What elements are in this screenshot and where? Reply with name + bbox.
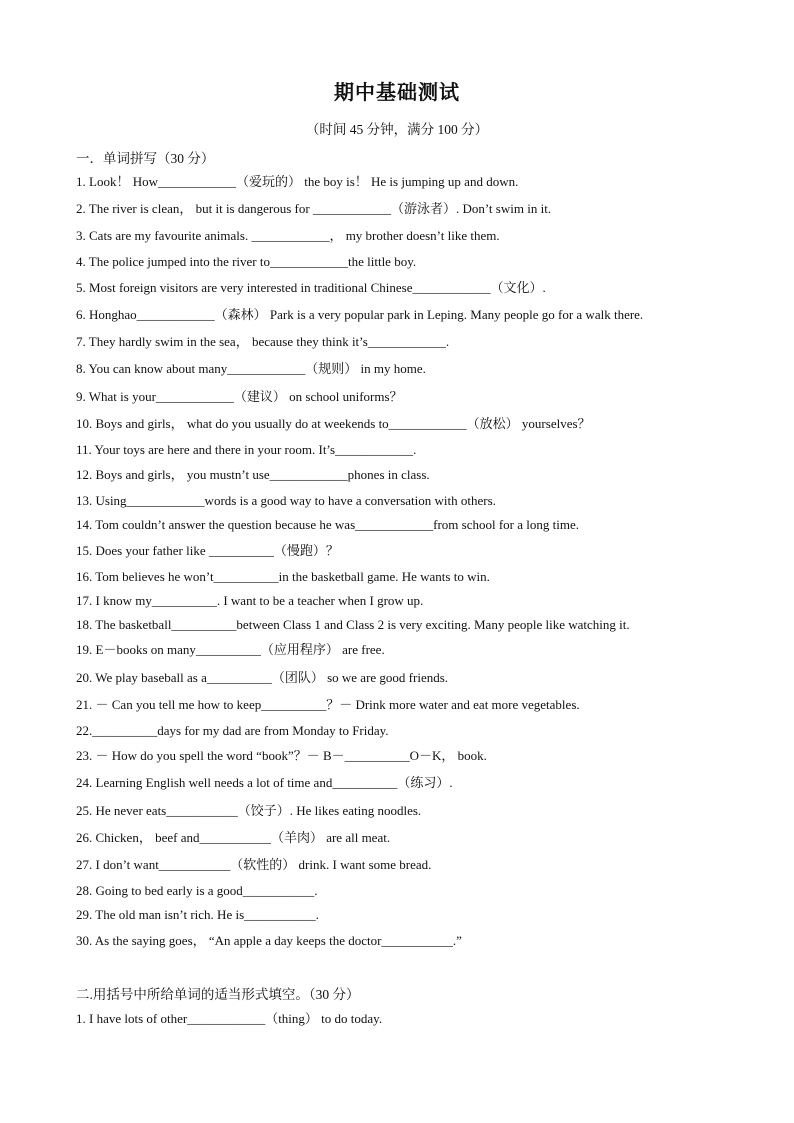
question-line: 13. Using____________words is a good way to have a conversation with others.: [76, 493, 496, 508]
section-heading-spelling: 一．单词拼写（30 分）: [76, 151, 215, 166]
question-line: 12. Boys and girls， you mustn’t use____________phones in class.: [76, 467, 430, 482]
question-line: 21. － Can you tell me how to keep__________？－ Drink more water and eat more vegetables.: [76, 697, 580, 712]
question-line: 11. Your toys are here and there in your room. It’s____________.: [76, 442, 417, 457]
question-line: 4. The police jumped into the river to____________the little boy.: [76, 254, 417, 269]
question-line: 6. Honghao____________（森林） Park is a very popular park in Leping. Many people go for a walk there.: [76, 307, 644, 322]
question-line: 15. Does your father like __________（慢跑）？: [76, 543, 339, 558]
page-title: 期中基础测试: [334, 80, 460, 104]
question-line: 29. The old man isn’t rich. He is___________.: [76, 907, 319, 922]
question-line: 10. Boys and girls， what do you usually do at weekends to____________（放松） yourselves？: [76, 416, 591, 431]
question-line: 28. Going to bed early is a good___________.: [76, 883, 318, 898]
question-line: 17. I know my__________. I want to be a teacher when I grow up.: [76, 593, 424, 608]
question-line: 19. E－books on many__________（应用程序） are free.: [76, 642, 385, 657]
question-line: 22.__________days for my dad are from Monday to Friday.: [76, 723, 389, 738]
question-line: 27. I don’t want___________（软性的） drink. I want some bread.: [76, 857, 432, 872]
question-line: 18. The basketball__________between Class 1 and Class 2 is very exciting. Many people like watching it.: [76, 617, 630, 632]
question-line: 8. You can know about many____________（规则） in my home.: [76, 361, 426, 376]
question-line: 24. Learning English well needs a lot of time and__________（练习）.: [76, 775, 453, 790]
question-line: 1. Look！ How____________（爱玩的） the boy is！ He is jumping up and down.: [76, 174, 519, 189]
question-line: 20. We play baseball as a__________（团队） so we are good friends.: [76, 670, 449, 685]
question-line: 16. Tom believes he won’t__________in the basketball game. He wants to win.: [76, 569, 490, 584]
question-line: 26. Chicken， beef and___________（羊肉） are all meat.: [76, 830, 391, 845]
question-line: 9. What is your____________（建议） on school uniforms？: [76, 389, 403, 404]
question-line: 23. － How do you spell the word “book”？－ B－__________O－K， book.: [76, 748, 487, 763]
page-subtitle: （时间 45 分钟，满分 100 分）: [305, 122, 489, 137]
section-heading-word-forms: 二.用括号中所给单词的适当形式填空。（30 分）: [76, 987, 360, 1002]
question-line: 7. They hardly swim in the sea， because they think it’s____________.: [76, 334, 450, 349]
question-line: 3. Cats are my favourite animals. ____________， my brother doesn’t like them.: [76, 228, 500, 243]
question-line: 5. Most foreign visitors are very interested in traditional Chinese____________（文化）.: [76, 280, 546, 295]
question-line: 14. Tom couldn’t answer the question because he was____________from school for a long time.: [76, 517, 579, 532]
question-line: 25. He never eats___________（饺子）. He likes eating noodles.: [76, 803, 422, 818]
question-line: 30. As the saying goes， “An apple a day keeps the doctor___________.”: [76, 933, 462, 948]
question-line: 1. I have lots of other____________（thing） to do today.: [76, 1011, 383, 1026]
question-line: 2. The river is clean， but it is dangerous for ____________（游泳者）. Don’t swim in it.: [76, 201, 552, 216]
